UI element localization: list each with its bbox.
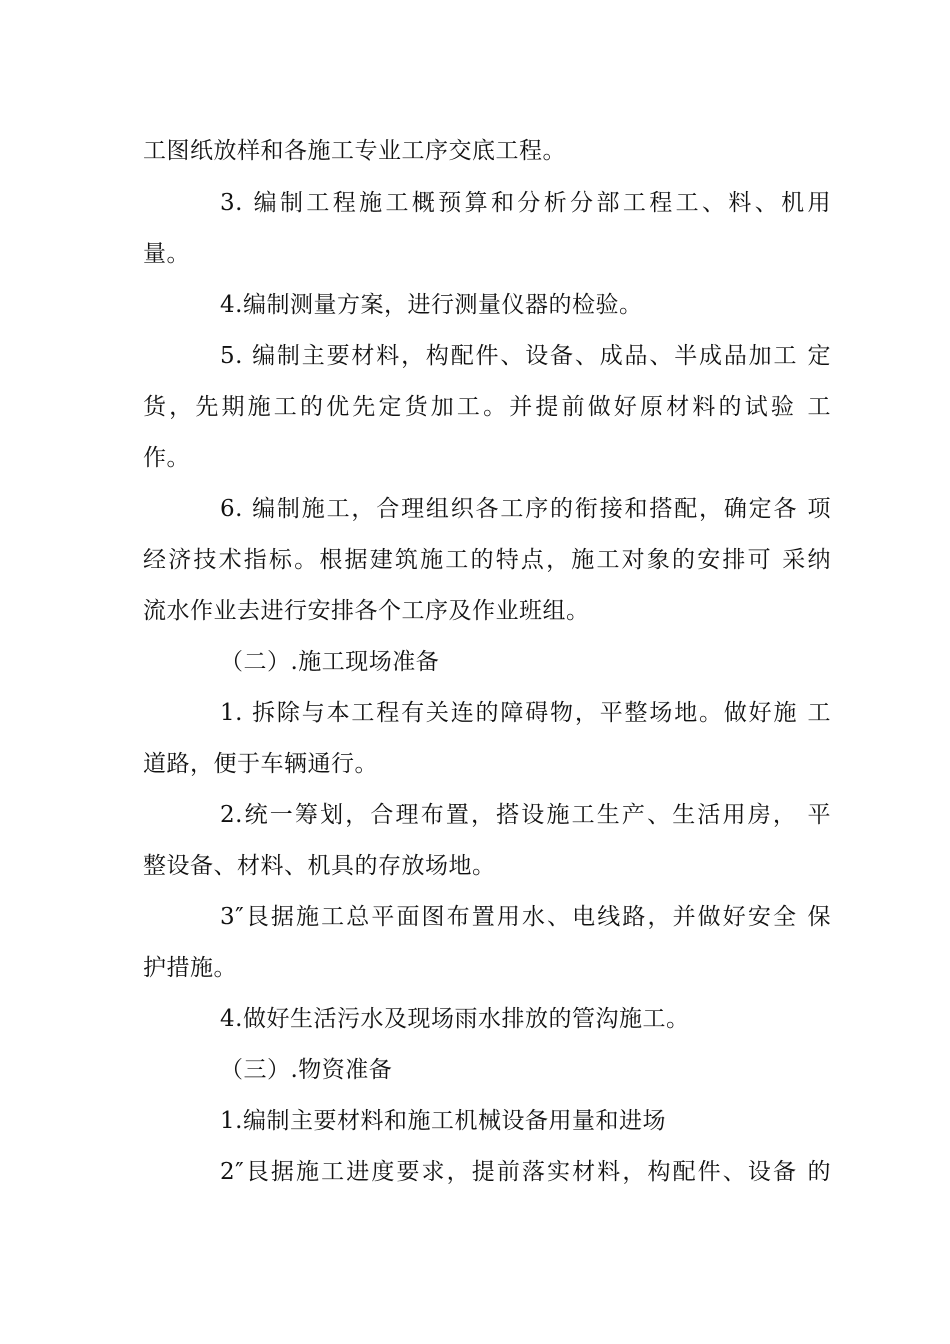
list-item-6-line-1: 6. 编制施工，合理组织各工序的衔接和搭配，确定各 项: [220, 496, 831, 522]
site-item-1-line-1: 1. 拆除与本工程有关连的障碍物，平整场地。做好施 工: [220, 700, 831, 726]
site-item-2-line-1: 2.统一筹划，合理布置，搭设施工生产、生活用房， 平: [220, 802, 831, 828]
list-item-6-line-2: 经济技术指标。根据建筑施工的特点，施工对象的安排可 采纳: [143, 547, 831, 573]
section-heading-3: （三）.物资准备: [220, 1057, 393, 1083]
list-item-5-line-2: 货，先期施工的优先定货加工。并提前做好原材料的试验 工: [143, 394, 831, 420]
site-item-2-line-2: 整设备、材料、机具的存放场地。: [143, 853, 496, 879]
site-item-3-line-1: 3″艮据施工总平面图布置用水、电线路，并做好安全 保: [220, 904, 831, 930]
list-item-3-line-1: 3. 编制工程施工概预算和分析分部工程工、料、机用: [220, 190, 831, 216]
material-item-2: 2″艮据施工进度要求，提前落实材料，构配件、设备 的: [220, 1159, 831, 1185]
site-item-4: 4.做好生活污水及现场雨水排放的管沟施工。: [220, 1006, 690, 1032]
list-item-5-line-3: 作。: [143, 445, 190, 471]
text-line: 工图纸放样和各施工专业工序交底工程。: [143, 138, 566, 164]
material-item-1: 1.编制主要材料和施工机械设备用量和进场: [220, 1108, 666, 1134]
list-item-6-line-3: 流水作业去进行安排各个工序及作业班组。: [143, 598, 590, 624]
list-item-3-line-2: 量。: [143, 241, 190, 267]
site-item-1-line-2: 道路，便于车辆通行。: [143, 751, 378, 777]
site-item-3-line-2: 护措施。: [143, 955, 237, 981]
list-item-5-line-1: 5. 编制主要材料，构配件、设备、成品、半成品加工 定: [220, 343, 831, 369]
list-item-4: 4.编制测量方案，进行测量仪器的检验。: [220, 292, 643, 318]
section-heading-2: （二）.施工现场准备: [220, 649, 440, 675]
